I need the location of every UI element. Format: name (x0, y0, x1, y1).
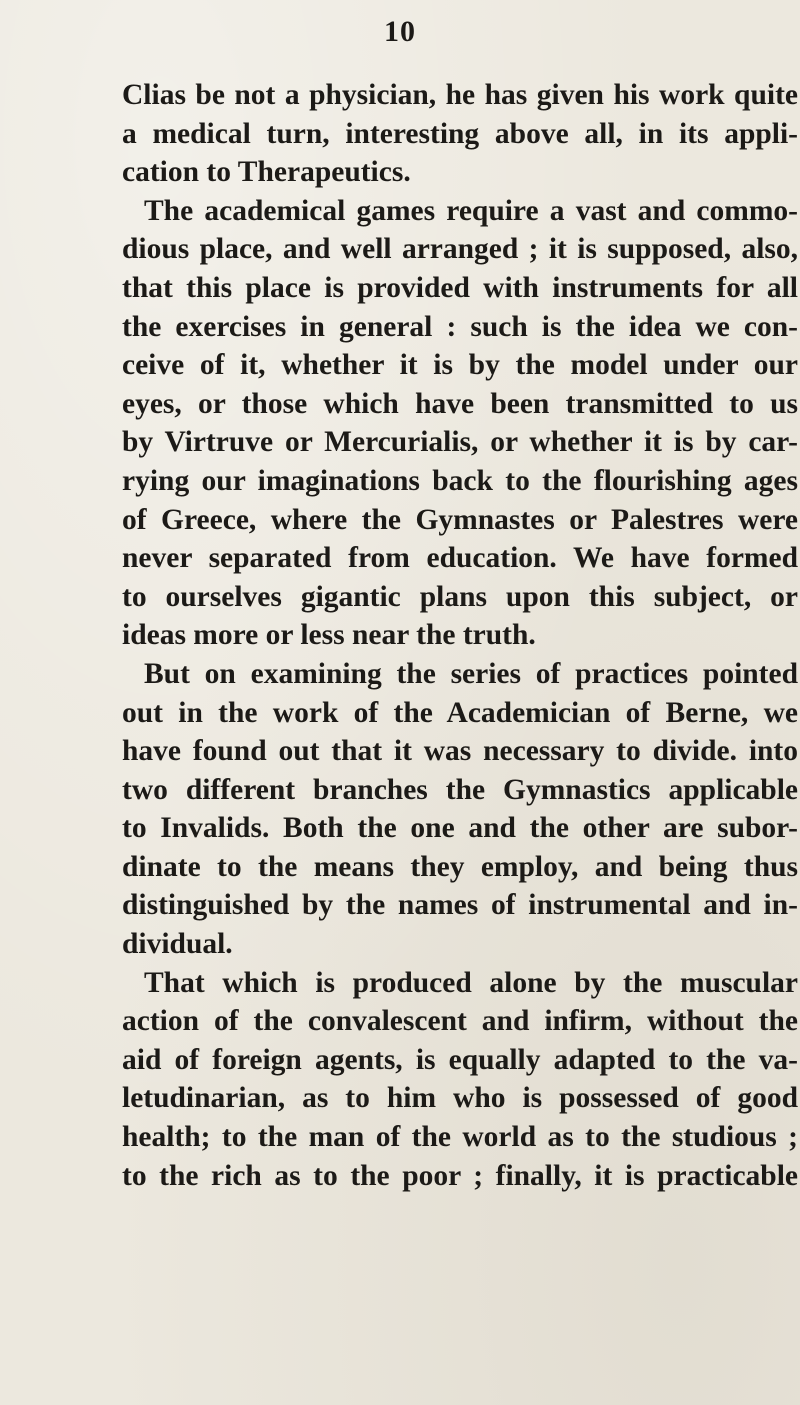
text-line: to ourselves gigantic plans upon this subject, or (122, 580, 798, 613)
text-line: That which is produced alone by the muscular (144, 966, 798, 999)
text-line: two different branches the Gymnastics applicable (122, 773, 798, 806)
text-line: But on examining the series of practices pointed (144, 657, 798, 690)
text-line: a medical turn, interesting above all, in its appli- (122, 117, 798, 150)
text-line: aid of foreign agents, is equally adapted to the va- (122, 1043, 798, 1076)
text-line: by Virtruve or Mercurialis, or whether it is by car- (122, 426, 798, 459)
text-line: The academical games require a vast and commo- (144, 194, 798, 227)
text-line: rying our imaginations back to the flourishing ages (122, 464, 798, 497)
text-line: health; to the man of the world as to the studious ; (122, 1121, 798, 1154)
text-line: out in the work of the Academician of Berne, we (122, 696, 798, 729)
text-line: dividual. (122, 928, 233, 961)
text-line: never separated from education. We have formed (122, 542, 798, 575)
text-line: to the rich as to the poor ; finally, it is practicable (122, 1159, 798, 1192)
text-line: the exercises in general : such is the idea we con- (122, 310, 798, 343)
text-line: have found out that it was necessary to divide. into (122, 735, 798, 768)
text-line: action of the convalescent and infirm, without the (122, 1005, 798, 1038)
text-line: ceive of it, whether it is by the model under our (122, 349, 798, 382)
text-line: dinate to the means they employ, and being thus (122, 850, 798, 883)
text-line: that this place is provided with instruments for all (122, 271, 798, 304)
text-line: dious place, and well arranged ; it is supposed, also, (122, 233, 798, 266)
text-line: letudinarian, as to him who is possessed of good (122, 1082, 798, 1115)
text-line: distinguished by the names of instrumental and in- (122, 889, 798, 922)
body-text (122, 76, 798, 1195)
text-line: of Greece, where the Gymnastes or Palestres were (122, 503, 798, 536)
text-line: Clias be not a physician, he has given his work quite (122, 79, 798, 111)
text-line: ideas more or less near the truth. (122, 619, 536, 652)
text-line: cation to Therapeutics. (122, 156, 411, 189)
text-line: eyes, or those which have been transmitted to us (122, 387, 798, 420)
page-number: 10 (384, 15, 416, 48)
text-line: to Invalids. Both the one and the other are subor- (122, 812, 798, 845)
